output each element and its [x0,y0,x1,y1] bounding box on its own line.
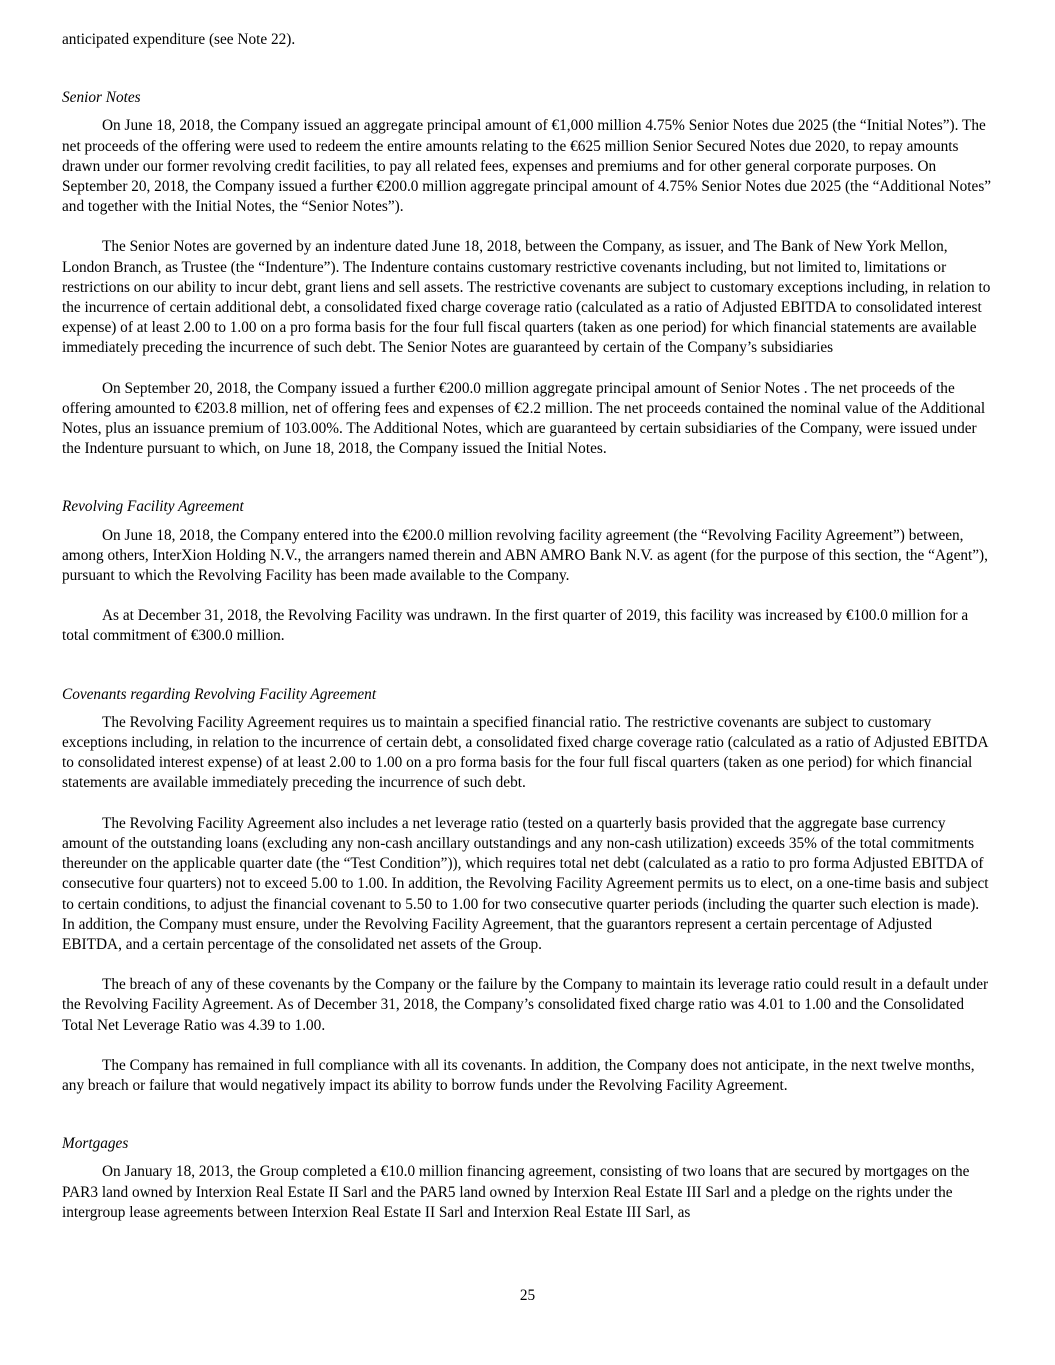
page-number: 25 [519,1287,536,1304]
section-heading-mortgages: Mortgages [62,1135,129,1153]
section-heading-senior-notes: Senior Notes [62,89,141,107]
revolving-facility-paragraph-2: As at December 31, 2018, the Revolving Facility was undrawn. In the first quarter of 2019, this facility was increased by €100.0 million for a total commitment of €300.0 million. [62,607,969,645]
covenants-paragraph-3: The breach of any of these covenants by the Company or the failure by the Company to maintain its leverage ratio could result in a default under the Revolving Facility Agreement. As of December 31, 2018, the Company’s consolidated fixed charge ratio was 4.01 to 1.00 and the Consolidated Total Net Leverage Ratio was 4.39 to 1.00. [62,976,989,1034]
document-page [62,30,994,1243]
senior-notes-paragraph-2: The Senior Notes are governed by an indenture dated June 18, 2018, between the Company, as issuer, and The Bank of New York Mellon, London Branch, as Trustee (the “Indenture”). The Indenture contains customary restrictive covenants including, but not limited to, limitations or restrictions on our ability to incur debt, grant liens and sell assets. The restrictive covenants are subject to customary exceptions including, in relation to the incurrence of certain additional debt, a consolidated fixed charge coverage ratio (calculated as a ratio of Adjusted EBITDA to consolidated interest expense) of at least 2.00 to 1.00 on a pro forma basis for the four full fiscal quarters (taken as one period) for which financial statements are available immediately preceding the incurrence of such debt. The Senior Notes are guaranteed by certain of the Company’s subsidiaries [62,238,991,357]
covenants-paragraph-1: The Revolving Facility Agreement requires us to maintain a specified financial ratio. The restrictive covenants are subject to customary exceptions including, in relation to the incurrence of certain debt, a consolidated fixed charge coverage ratio (calculated as a ratio of Adjusted EBITDA to consolidated interest expense) of at least 2.00 to 1.00 on a pro forma basis for the four full fiscal quarters (taken as one period) for which financial statements are available immediately preceding the incurrence of such debt. [62,713,988,792]
senior-notes-paragraph-3: On September 20, 2018, the Company issued a further €200.0 million aggregate principal amount of Senior Notes . The net proceeds of the offering amounted to €203.8 million, net of offering fees and expenses of €2.2 million. The net proceeds contained the nominal value of the Additional Notes, plus an issuance premium of 103.00%. The Additional Notes, which are guaranteed by certain subsidiaries of the Company, were issued under the Indenture pursuant to which, on June 18, 2018, the Company issued the Initial Notes. [62,379,986,458]
lead-text: anticipated expenditure (see Note 22). [62,31,296,48]
section-heading-revolving-facility: Revolving Facility Agreement [62,498,244,516]
covenants-paragraph-4: The Company has remained in full compliance with all its covenants. In addition, the Company does not anticipate, in the next twelve months, any breach or failure that would negatively impact its ability to borrow funds under the Revolving Facility Agreement. [62,1056,975,1094]
revolving-facility-paragraph-1: On June 18, 2018, the Company entered into the €200.0 million revolving facility agreement (the “Revolving Facility Agreement”) between, among others, InterXion Holding N.V., the arrangers named therein and ABN AMRO Bank N.V. as agent (for the purpose of this section, the “Agent”), pursuant to which the Revolving Facility has been made available to the Company. [62,526,988,585]
mortgages-paragraph-1: On January 18, 2013, the Group completed a €10.0 million financing agreement, consisting of two loans that are secured by mortgages on the PAR3 land owned by Interxion Real Estate II Sarl and the PAR5 land owned by Interxion Real Estate III Sarl and a pledge on the rights under the intergroup lease agreements between Interxion Real Estate II Sarl and Interxion Real Estate III Sarl, as [62,1163,970,1221]
senior-notes-paragraph-1: On June 18, 2018, the Company issued an aggregate principal amount of €1,000 million 4.75% Senior Notes due 2025 (the “Initial Notes”). The net proceeds of the offering were used to redeem the entire amounts relating to the €625 million Senior Secured Notes due 2020, to repay amounts drawn under our former revolving credit facilities, to pay all related fees, expenses and premiums and for other general corporate purposes. On September 20, 2018, the Company issued a further €200.0 million aggregate principal amount of 4.75% Senior Notes due 2025 (the “Additional Notes” and together with the Initial Notes, the “Senior Notes”). [62,117,992,216]
section-heading-covenants: Covenants regarding Revolving Facility Agreement [62,685,377,703]
covenants-paragraph-2: The Revolving Facility Agreement also includes a net leverage ratio (tested on a quarterly basis provided that the aggregate base currency amount of the outstanding loans (excluding any non-cash ancillary outstandings and any non-cash utilization) exceeds 35% of the total commitments thereunder on the applicable quarter date (the “Test Condition”)), which requires total net debt (calculated as a ratio to pro forma Adjusted EBITDA of consecutive four quarters) not to exceed 5.00 to 1.00. In addition, the Revolving Facility Agreement permits us to elect, on a one-time basis and subject to certain conditions, to adjust the financial covenant to 5.50 to 1.00 for two consecutive quarter periods (including the quarter such election is made). In addition, the Company must ensure, under the Revolving Facility Agreement, that the guarantors represent a certain percentage of Adjusted EBITDA, and a certain percentage of the consolidated net assets of the Group. [62,814,989,953]
